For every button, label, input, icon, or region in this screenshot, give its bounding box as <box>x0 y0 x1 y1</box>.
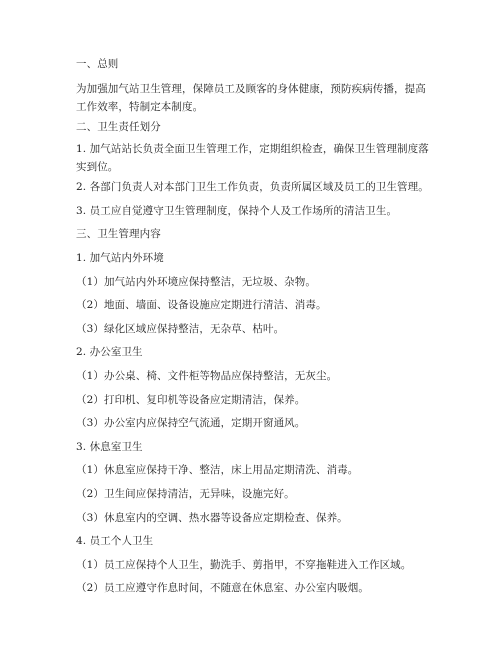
responsibility-item: 1. 加气站站长负责全面卫生管理工作，定期组织检查，确保卫生管理制度落实到位。 <box>76 143 429 173</box>
responsibility-item: 3. 员工应自觉遵守卫生管理制度，保持个人及工作场所的清洁卫生。 <box>76 205 398 217</box>
subsection-item: （2）员工应遵守作息时间，不随意在休息室、办公室内吸烟。 <box>76 582 369 594</box>
subsection-item: （1）员工应保持个人卫生，勤洗手、剪指甲，不穿拖鞋进入工作区域。 <box>76 559 412 571</box>
subsection-item: （2）卫生间应保持清洁，无异味，设施完好。 <box>76 488 295 500</box>
subsection-item: （2）地面、墙面、设备设施应定期进行清洁、消毒。 <box>76 299 327 311</box>
subsection-item: （3）绿化区域应保持整洁，无杂草、枯叶。 <box>76 323 285 335</box>
section-heading-content: 三、卫生管理内容 <box>76 228 161 240</box>
section-heading-general: 一、总则 <box>76 58 119 70</box>
subsection-item: （1）办公桌、椅、文件柜等物品应保持整洁，无灰尘。 <box>76 370 338 382</box>
subsection-title: 3. 休息室卫生 <box>76 441 143 453</box>
subsection-item: （1）休息室应保持干净、整洁，床上用品定期清洗、消毒。 <box>76 464 359 476</box>
section-paragraph-general: 为加强加气站卫生管理，保障员工及顾客的身体健康，预防疾病传播，提高工作效率，特制定本制度。 <box>76 83 426 113</box>
subsection-title: 2. 办公室卫生 <box>76 346 143 358</box>
subsection-item: （1）加气站内外环境应保持整洁，无垃圾、杂物。 <box>76 276 316 288</box>
section-heading-responsibility: 二、卫生责任划分 <box>76 121 161 133</box>
subsection-item: （2）打印机、复印机等设备应定期清洁，保养。 <box>76 394 306 406</box>
subsection-item: （3）办公室内应保持空气流通，定期开窗通风。 <box>76 417 306 429</box>
subsection-title: 1. 加气站内外环境 <box>76 252 164 264</box>
subsection-title: 4. 员工个人卫生 <box>76 535 154 547</box>
subsection-item: （3）休息室内的空调、热水器等设备应定期检查、保养。 <box>76 512 348 524</box>
responsibility-item: 2. 各部门负责人对本部门卫生工作负责，负责所属区域及员工的卫生管理。 <box>76 181 429 193</box>
